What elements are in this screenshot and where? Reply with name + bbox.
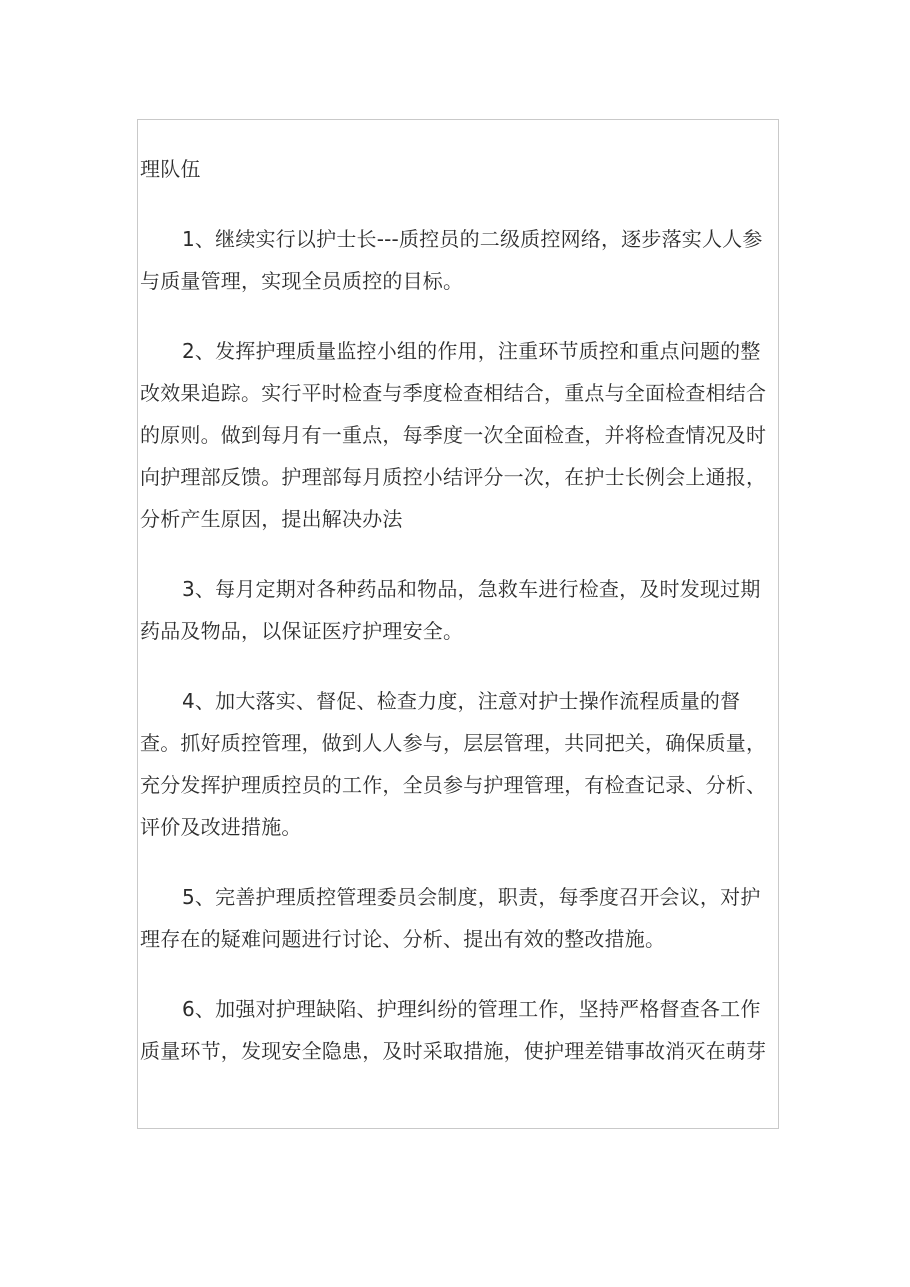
paragraph-line: 的原则。做到每月有一重点，每季度一次全面检查，并将检查情况及时 [140, 423, 767, 447]
paragraph-line: 充分发挥护理质控员的工作，全员参与护理管理，有检查记录、分析、 [140, 773, 767, 797]
paragraph-line: 与质量管理，实现全员质控的目标。 [140, 269, 464, 293]
paragraph-gap [140, 652, 776, 680]
paragraph-2 [140, 330, 776, 540]
paragraph-4 [140, 680, 776, 848]
document-body [140, 148, 776, 1072]
paragraph-line: 质量环节，发现安全隐患，及时采取措施，使护理差错事故消灭在萌芽 [140, 1039, 767, 1063]
paragraph-line: 理存在的疑难问题进行讨论、分析、提出有效的整改措施。 [140, 927, 666, 951]
paragraph-line: 向护理部反馈。护理部每月质控小结评分一次，在护士长例会上通报， [140, 465, 767, 489]
paragraph-line: 改效果追踪。实行平时检查与季度检查相结合，重点与全面检查相结合 [140, 381, 767, 405]
paragraph-line: 5、完善护理质控管理委员会制度，职责，每季度召开会议，对护 [182, 885, 761, 909]
paragraph-gap [140, 848, 776, 876]
paragraph-gap [140, 302, 776, 330]
paragraph-line: 6、加强对护理缺陷、护理纠纷的管理工作，坚持严格督查各工作 [182, 997, 761, 1021]
paragraph-gap [140, 190, 776, 218]
paragraph-gap [140, 960, 776, 988]
paragraph-line: 药品及物品，以保证医疗护理安全。 [140, 619, 464, 643]
paragraph-line: 4、加大落实、督促、检查力度，注意对护士操作流程质量的督 [182, 689, 741, 713]
paragraph-line: 分析产生原因，提出解决办法 [140, 507, 403, 531]
paragraph-line: 1、继续实行以护士长---质控员的二级质控网络，逐步落实人人参 [182, 227, 763, 251]
document-page [137, 119, 779, 1129]
paragraph-gap [140, 540, 776, 568]
paragraph-line: 查。抓好质控管理，做到人人参与，层层管理，共同把关，确保质量， [140, 731, 767, 755]
paragraph-6 [140, 988, 776, 1072]
section-heading-fragment: 理队伍 [140, 157, 201, 181]
paragraph-line: 2、发挥护理质量监控小组的作用，注重环节质控和重点问题的整 [182, 339, 761, 363]
paragraph-line: 评价及改进措施。 [140, 815, 302, 839]
paragraph-line: 3、每月定期对各种药品和物品，急救车进行检查，及时发现过期 [182, 577, 761, 601]
paragraph-1 [140, 218, 776, 302]
paragraph-5 [140, 876, 776, 960]
paragraph-3 [140, 568, 776, 652]
